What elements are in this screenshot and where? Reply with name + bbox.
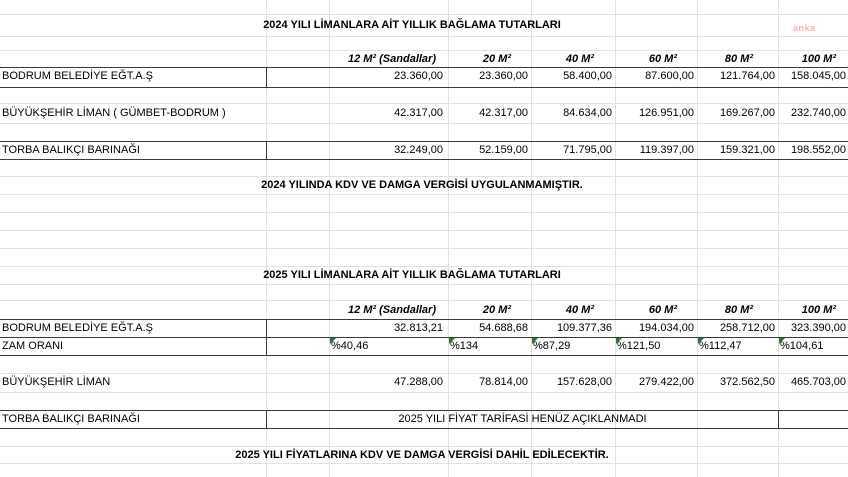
rate-value: %112,47	[699, 340, 742, 352]
row-2024-label: BÜYÜKŞEHİR LİMAN ( GÜMBET-BODRUM )	[2, 107, 226, 119]
row-2025-value: 465.703,00	[790, 376, 846, 388]
row-2025-value: 323.390,00	[790, 322, 846, 334]
row-2024-value: 84.634,00	[563, 107, 612, 119]
row-2024-value: 23.360,00	[394, 70, 443, 82]
row-2025-label: BODRUM BELEDİYE EĞT.A.Ş	[2, 322, 153, 334]
title-2025: 2025 YILI LİMANLARA AİT YILLIK BAĞLAMA TUTARLARI	[263, 269, 561, 281]
note-2024: 2024 YILINDA KDV VE DAMGA VERGİSİ UYGULANMAMIŞTIR.	[261, 179, 583, 191]
row-2024-value: 42.317,00	[394, 107, 443, 119]
watermark-logo: anka	[793, 23, 816, 33]
header-2025-col2: 20 M²	[482, 304, 511, 316]
row-2025-value: 372.562,50	[719, 376, 775, 388]
rate-value: %40,46	[331, 340, 369, 352]
rate-value: %104,61	[780, 340, 824, 352]
row-2024-value: 169.267,00	[719, 107, 775, 119]
row-2024-value: 71.795,00	[563, 144, 612, 156]
row-2025-value: 78.814,00	[479, 376, 528, 388]
row-2024-value: 119.397,00	[639, 144, 694, 156]
note-2025: 2025 YILI FİYATLARINA KDV VE DAMGA VERGİSİ DAHİL EDİLECEKTİR.	[235, 449, 609, 461]
rate-value: %87,29	[533, 340, 571, 352]
row-2025-value: 194.034,00	[638, 322, 694, 334]
row-2024-value: 121.764,00	[719, 70, 775, 82]
row-2024-value: 52.159,00	[479, 144, 528, 156]
row-2024-value: 198.552,00	[790, 144, 846, 156]
row-2024-value: 159.321,00	[719, 144, 775, 156]
row-2025-value: 279.422,00	[638, 376, 694, 388]
row-2024-value: 58.400,00	[563, 70, 612, 82]
header-2025-col1: 12 M² (Sandallar)	[347, 304, 436, 316]
header-2024-col2: 20 M²	[482, 53, 511, 65]
row-2025-label: TORBA BALIKÇI BARINAĞI	[2, 413, 140, 425]
header-2025-col6: 100 M²	[801, 304, 836, 316]
row-2025-label: ZAM ORANI	[2, 340, 64, 352]
row-2024-value: 126.951,00	[638, 107, 694, 119]
row-2025-label: BÜYÜKŞEHİR LİMAN	[2, 376, 111, 388]
row-2024-value: 23.360,00	[479, 70, 528, 82]
row-2024-value: 32.249,00	[394, 144, 443, 156]
merged-notice: 2025 YILI FİYAT TARİFASİ HENÜZ AÇIKLANMADI	[398, 413, 647, 425]
title-2024: 2024 YILI LİMANLARA AİT YILLIK BAĞLAMA TUTARLARI	[263, 19, 561, 31]
header-2024-col5: 80 M²	[724, 53, 753, 65]
rate-value: %134	[450, 340, 479, 352]
row-2024-value: 87.600,00	[645, 70, 694, 82]
row-2025-value: 157.628,00	[556, 376, 612, 388]
header-2025-col4: 60 M²	[648, 304, 677, 316]
header-2024-col1: 12 M² (Sandallar)	[347, 53, 436, 65]
header-2024-col3: 40 M²	[565, 53, 594, 65]
row-2024-label: TORBA BALIKÇI BARINAĞI	[2, 144, 140, 156]
row-2024-value: 42.317,00	[479, 107, 528, 119]
row-2025-value: 47.288,00	[394, 376, 443, 388]
row-2024-value: 232.740,00	[790, 107, 846, 119]
header-2025-col3: 40 M²	[565, 304, 594, 316]
header-2024-col6: 100 M²	[801, 53, 836, 65]
row-2024-value: 158.045,00	[790, 70, 846, 82]
row-2024-label: BODRUM BELEDİYE EĞT.A.Ş	[2, 70, 153, 82]
rate-value: %121,50	[617, 340, 661, 352]
row-2025-value: 258.712,00	[719, 322, 775, 334]
header-2024-col4: 60 M²	[648, 53, 677, 65]
row-2025-value: 54.688,68	[479, 322, 528, 334]
header-2025-col5: 80 M²	[724, 304, 753, 316]
row-2025-value: 109.377,36	[556, 322, 612, 334]
row-2025-value: 32.813,21	[394, 322, 443, 334]
